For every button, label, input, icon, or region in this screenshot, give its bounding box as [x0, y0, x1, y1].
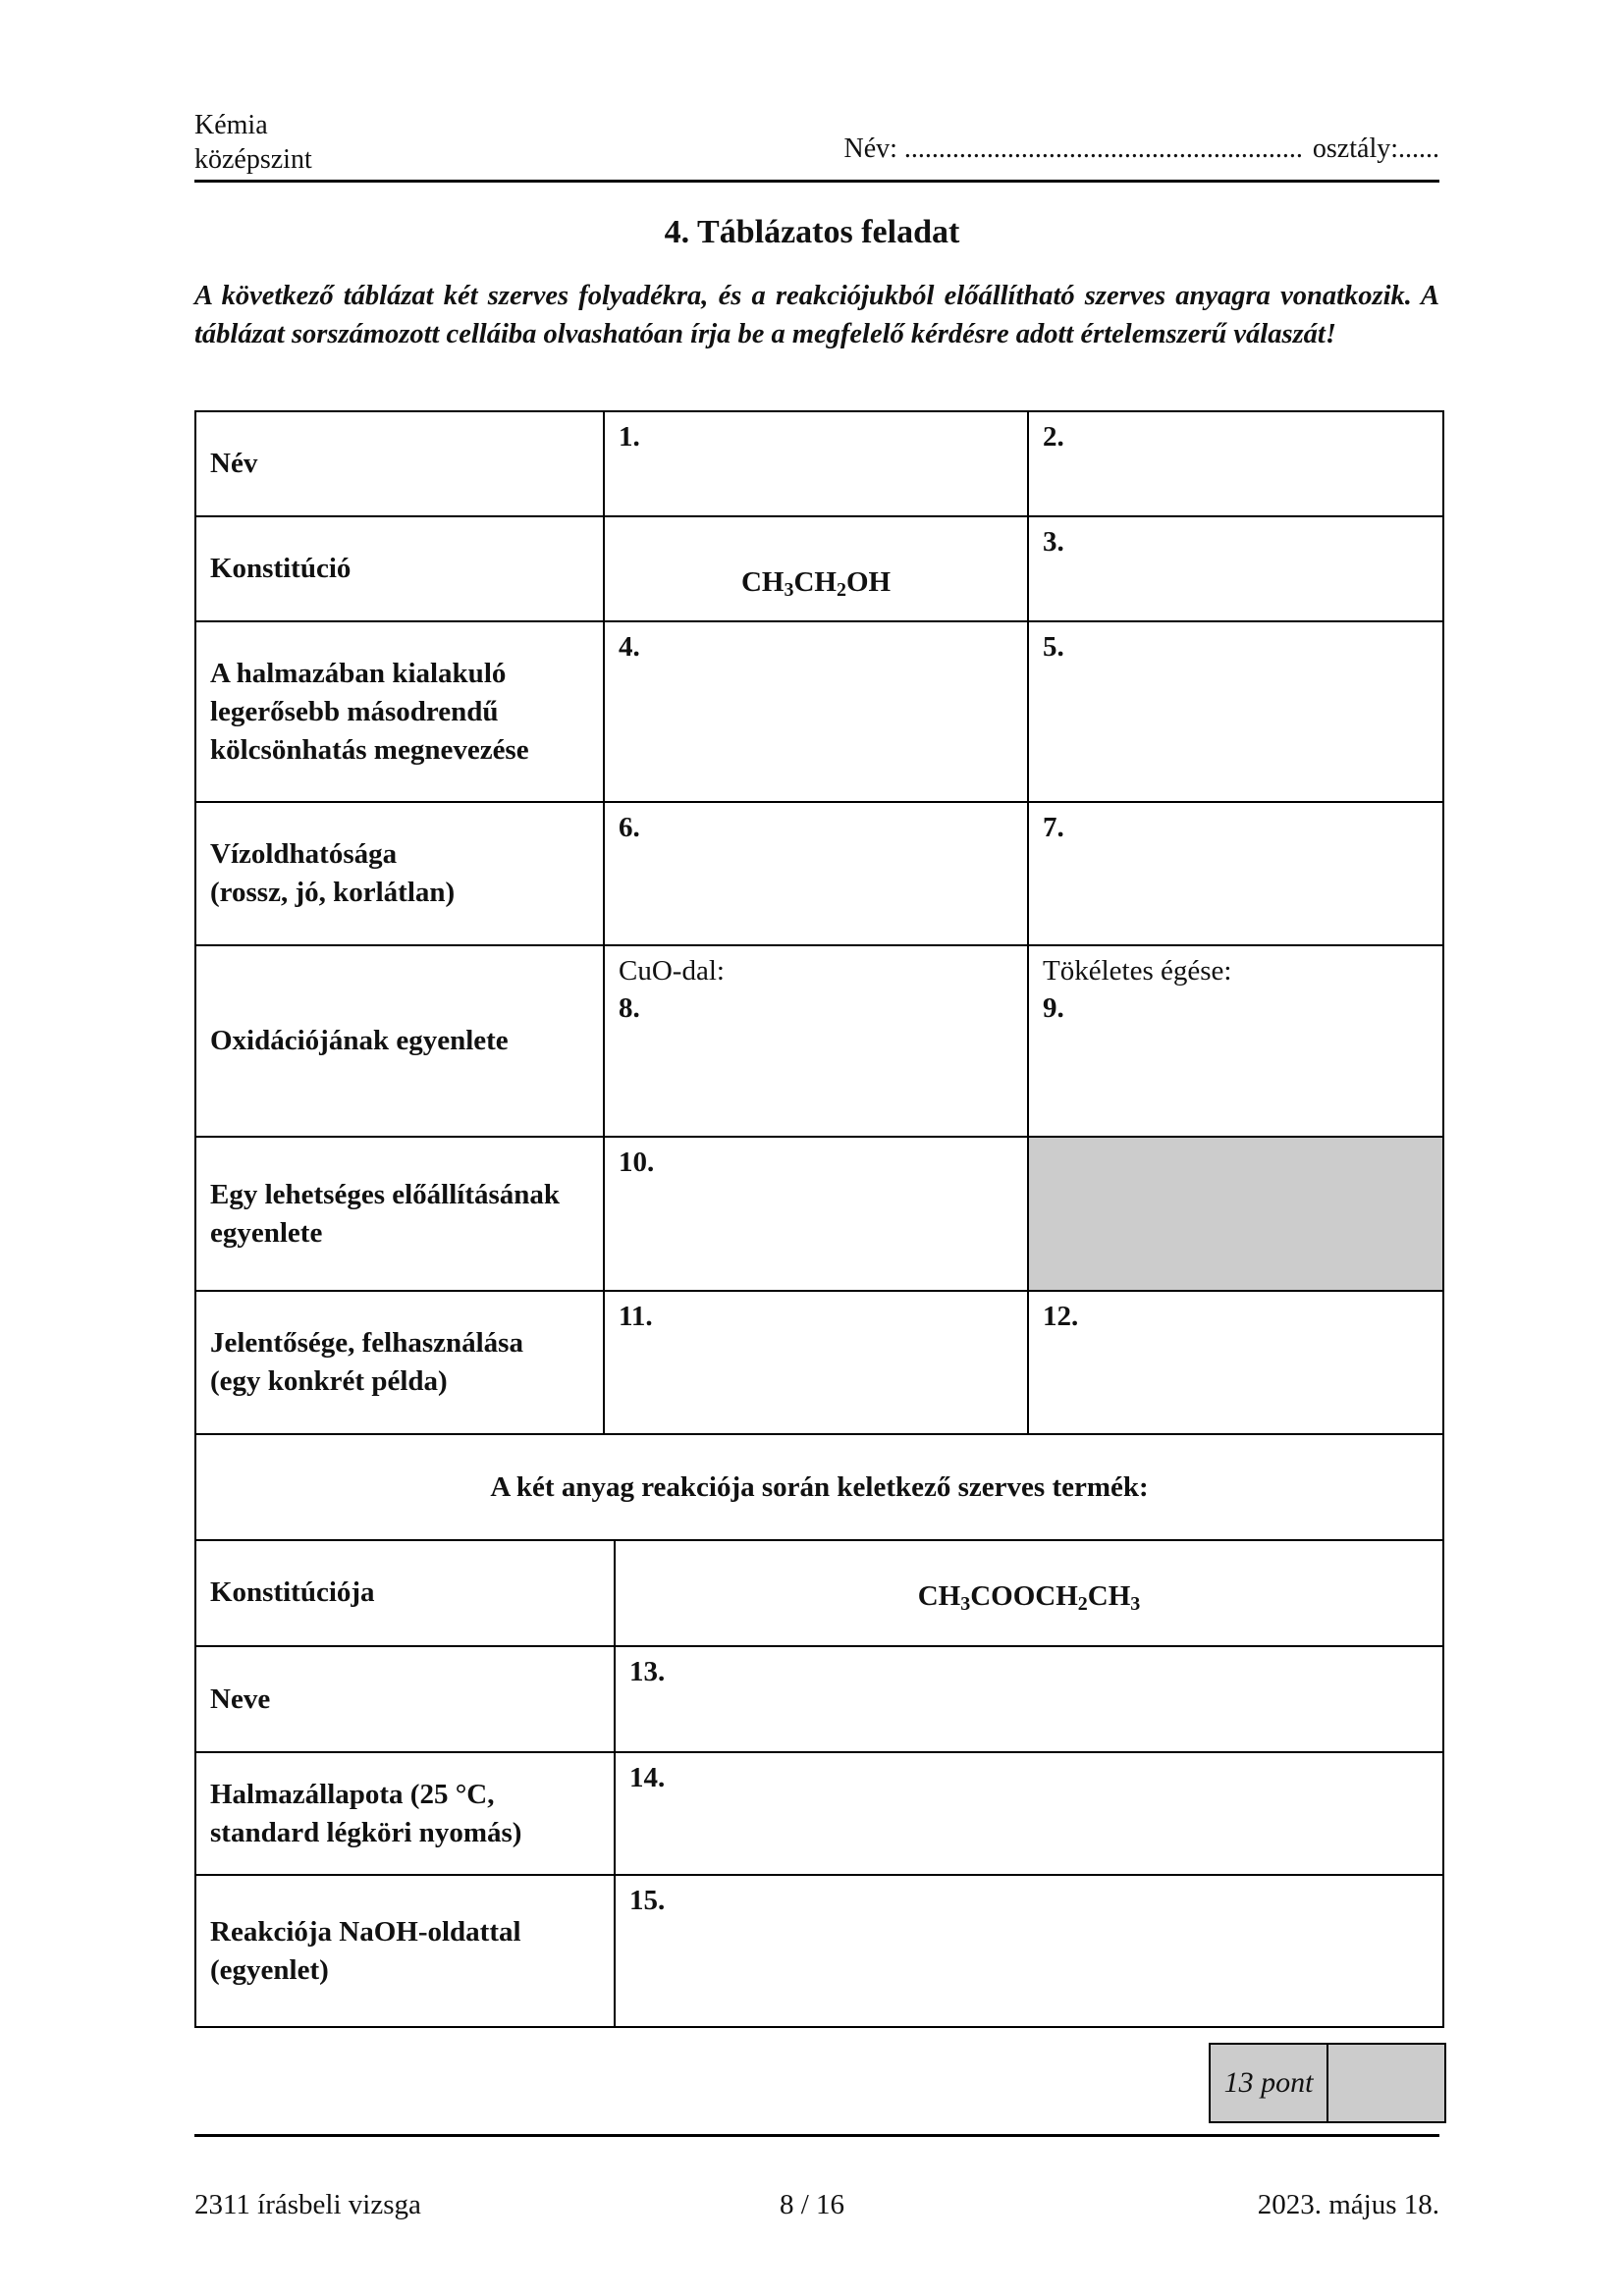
table-row: [195, 516, 1443, 621]
footer-rule: [194, 2134, 1439, 2137]
answer-cell-13[interactable]: [615, 1646, 1443, 1752]
row-label-oxidation: Oxidációjának egyenlete: [195, 945, 604, 1137]
task-table: [194, 410, 1444, 1541]
table-row: [195, 1291, 1443, 1434]
row-label-state: Halmazállapota (25 °C, standard légköri nyomás): [195, 1752, 615, 1875]
ester-formula: $CH_3COOCH_2CH_3$: [615, 1540, 1443, 1646]
cell-number: 14.: [629, 1762, 666, 1793]
header-level: középszint: [194, 144, 312, 175]
score-box: [1209, 2043, 1446, 2123]
answer-cell-15[interactable]: [615, 1875, 1443, 2027]
answer-cell-4[interactable]: [604, 621, 1028, 802]
score-label: 13 pont: [1210, 2044, 1327, 2122]
header-subject: Kémia: [194, 110, 268, 140]
answer-cell-8[interactable]: [604, 945, 1028, 1137]
row-label-product-constitution: Konstitúciója: [195, 1540, 615, 1646]
disabled-cell: [1028, 1137, 1443, 1291]
cell-number: 5.: [1043, 631, 1064, 663]
cell-number: 13.: [629, 1656, 666, 1687]
answer-cell-9[interactable]: [1028, 945, 1443, 1137]
cell-number: 15.: [629, 1885, 666, 1916]
score-input[interactable]: [1327, 2044, 1445, 2122]
cell-number: 8.: [619, 992, 640, 1024]
table-row: [195, 1434, 1443, 1540]
cell-number: 3.: [1043, 526, 1064, 558]
cell-number: 6.: [619, 812, 640, 843]
row-label-constitution: Konstitúció: [195, 516, 604, 621]
row-label-preparation: Egy lehetséges előállításának egyenlete: [195, 1137, 604, 1291]
table-row: [195, 621, 1443, 802]
class-field[interactable]: osztály:......: [1312, 133, 1439, 164]
table-row: [195, 1752, 1443, 1875]
row-label-solubility: Vízoldhatósága (rossz, jó, korlátlan): [195, 802, 604, 945]
header-name-class: [843, 133, 1439, 165]
row-label-naoh-reaction: Reakciója NaOH-oldattal (egyenlet): [195, 1875, 615, 2027]
table-row: [195, 1540, 1443, 1646]
cell-number: 7.: [1043, 812, 1064, 843]
product-table: [194, 1540, 1444, 2028]
answer-cell-10[interactable]: [604, 1137, 1028, 1291]
footer-page-number: 8 / 16: [779, 2189, 845, 2220]
cell-number: 10.: [619, 1147, 655, 1178]
answer-cell-14[interactable]: [615, 1752, 1443, 1875]
task-title: 4. Táblázatos feladat: [664, 214, 960, 250]
row-label-interaction: A halmazában kialakuló legerősebb másodrendű kölcsönhatás megnevezése: [195, 621, 604, 802]
table-row: [195, 411, 1443, 516]
row-label-usage: Jelentősége, felhasználása (egy konkrét példa): [195, 1291, 604, 1434]
header-subject-block: [194, 108, 312, 177]
table-row: [195, 1646, 1443, 1752]
row-label-name: Név: [195, 411, 604, 516]
answer-cell-5[interactable]: [1028, 621, 1443, 802]
table-row: [195, 1137, 1443, 1291]
cell-prefix: Tökéletes égése:: [1043, 955, 1232, 987]
answer-cell-1[interactable]: [604, 411, 1028, 516]
ethanol-formula: $CH_3CH_2OH$: [604, 516, 1028, 621]
answer-cell-12[interactable]: [1028, 1291, 1443, 1434]
cell-number: 2.: [1043, 421, 1064, 453]
footer-date: 2023. május 18.: [1257, 2189, 1439, 2220]
cell-number: 12.: [1043, 1301, 1079, 1332]
cell-number: 9.: [1043, 992, 1064, 1024]
footer-exam: 2311 írásbeli vizsga: [194, 2189, 421, 2220]
cell-number: 4.: [619, 631, 640, 663]
name-field[interactable]: Név: ..........................................................: [843, 133, 1303, 164]
row-label-product-name: Neve: [195, 1646, 615, 1752]
table-row: [195, 1875, 1443, 2027]
header-rule: [194, 180, 1439, 183]
table-row: [195, 802, 1443, 945]
answer-cell-2[interactable]: [1028, 411, 1443, 516]
product-header: A két anyag reakciója során keletkező szerves termék:: [195, 1434, 1443, 1540]
cell-number: 1.: [619, 421, 640, 453]
answer-cell-7[interactable]: [1028, 802, 1443, 945]
task-instruction: A következő táblázat két szerves folyadékra, és a reakciójukból előállítható szerves anyagra vonatkozik. A táblázat sorszámozott celláiba olvashatóan írja be a megfelelő kérdésre adott értelemszerű válaszát!: [194, 281, 1439, 349]
answer-cell-6[interactable]: [604, 802, 1028, 945]
answer-cell-3[interactable]: [1028, 516, 1443, 621]
answer-cell-11[interactable]: [604, 1291, 1028, 1434]
table-row: [195, 945, 1443, 1137]
cell-number: 11.: [619, 1301, 653, 1332]
cell-prefix: CuO-dal:: [619, 955, 725, 987]
